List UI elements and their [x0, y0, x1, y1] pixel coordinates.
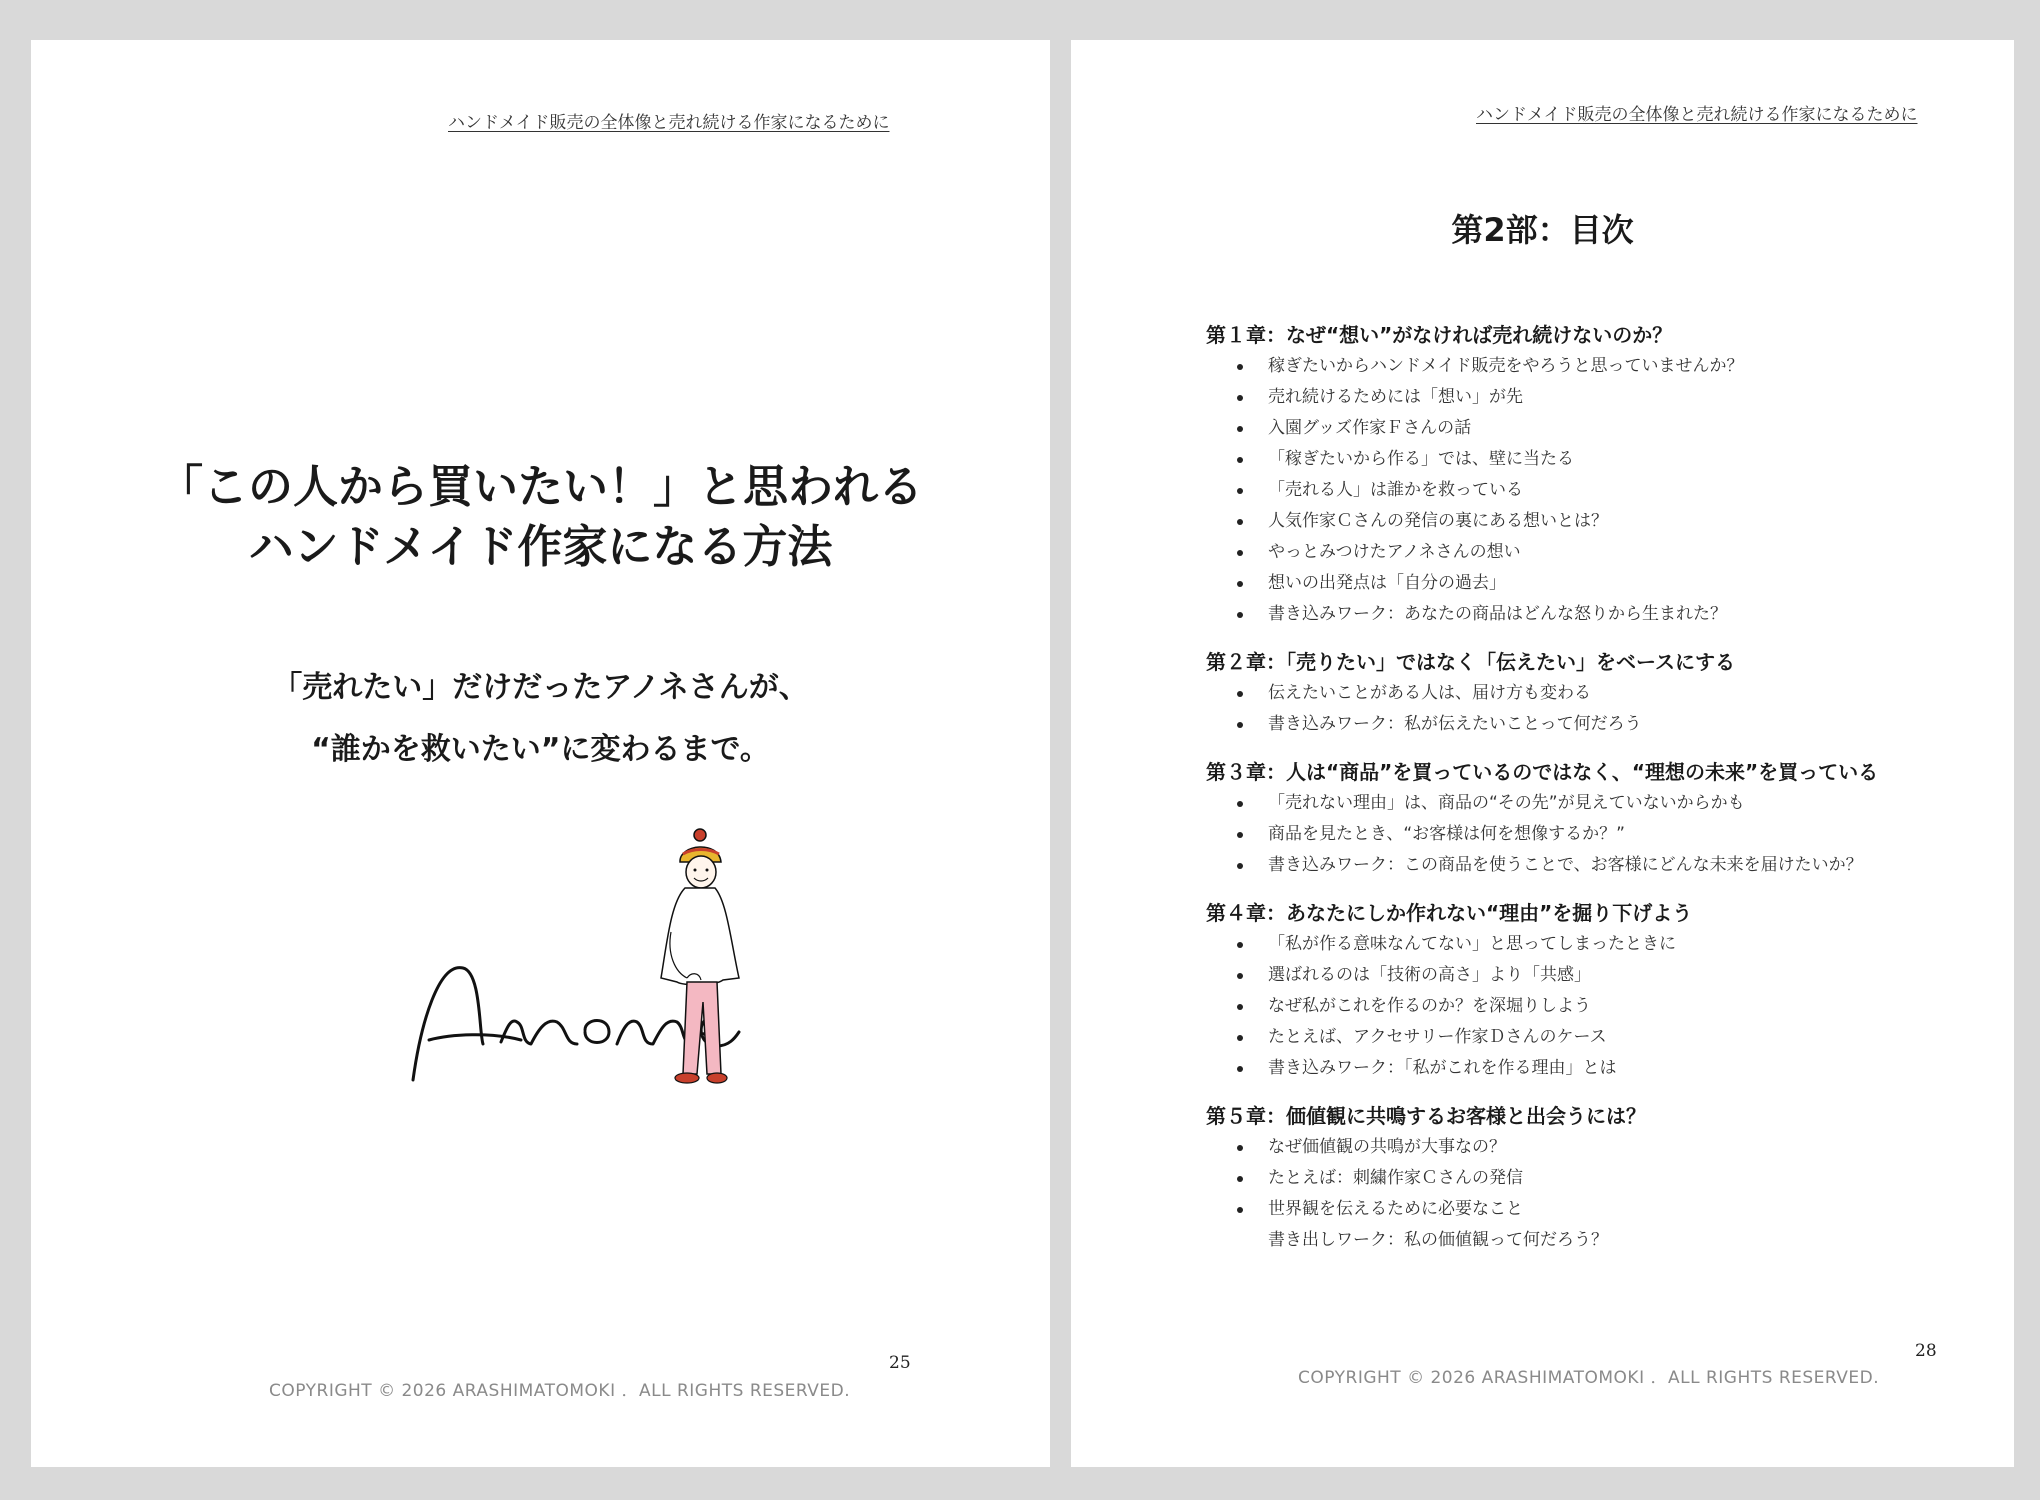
toc-list-item: なぜ価値観の共鳴が大事なの？: [1206, 1132, 1996, 1163]
chapter-item-list: [1206, 929, 1996, 1084]
toc-chapter: [1206, 647, 1996, 740]
toc-chapter: [1206, 320, 1996, 630]
toc-list-item: 稼ぎたいからハンドメイド販売をやろうと思っていませんか？: [1206, 351, 1996, 382]
chapter-heading: 第１章：なぜ“想い”がなければ売れ続けないのか？: [1206, 323, 1673, 347]
toc-chapter: [1206, 1101, 1996, 1256]
toc-list-item: たとえば：刺繍作家Ｃさんの発信: [1206, 1163, 1996, 1194]
toc-list-item: 「売れない理由」は、商品の“その先”が見えていないからかも: [1206, 788, 1996, 819]
page-number: 25: [889, 1353, 911, 1373]
toc-list-item: 書き込みワーク：私が伝えたいことって何だろう: [1206, 709, 1996, 740]
chapter-item-list: [1206, 351, 1996, 630]
chapter-item-list: [1206, 678, 1996, 740]
toc-list-item: 「私が作る意味なんてない」と思ってしまったときに: [1206, 929, 1996, 960]
left-page: [31, 40, 1050, 1467]
running-header: ハンドメイド販売の全体像と売れ続ける作家になるために: [448, 113, 890, 133]
right-page: [1071, 40, 2014, 1467]
cover-title-line-2: ハンドメイド作家になる方法: [248, 520, 833, 573]
toc-list-item: たとえば、アクセサリー作家Ｄさんのケース: [1206, 1022, 1996, 1053]
toc-list-item: 商品を見たとき、“お客様は何を想像するか？”: [1206, 819, 1996, 850]
toc-list-item: 書き込みワーク：この商品を使うことで、お客様にどんな未来を届けたいか？: [1206, 850, 1996, 881]
chapter-heading: 第３章：人は“商品”を買っているのではなく、“理想の未来”を買っている: [1206, 760, 1879, 784]
copyright-notice: COPYRIGHT © 2026 ARASHIMATOMOKI ．ALL RIGHTS RESERVED.: [269, 1381, 851, 1401]
toc-list-item: やっとみつけたアノネさんの想い: [1206, 537, 1996, 568]
toc-list-item: 「稼ぎたいから作る」では、壁に当たる: [1206, 444, 1996, 475]
chapter-heading: 第２章：「売りたい」ではなく「伝えたい」をベースにする: [1206, 650, 1735, 674]
cover-subtitle-line-2: “誰かを救いたい”に変わるまで。: [311, 732, 770, 767]
toc-list-item: なぜ私がこれを作るのか？を深堀りしよう: [1206, 991, 1996, 1022]
table-of-contents: [1206, 320, 1996, 1273]
toc-list-item: 書き出しワーク：私の価値観って何だろう？: [1268, 1230, 1608, 1250]
toc-list-item: 売れ続けるためには「想い」が先: [1206, 382, 1996, 413]
toc-list-item: 選ばれるのは「技術の高さ」より「共感」: [1206, 960, 1996, 991]
toc-list-item: 「売れる人」は誰かを救っている: [1206, 475, 1996, 506]
chapter-heading: 第４章：あなたにしか作れない“理由”を掘り下げよう: [1206, 901, 1693, 925]
toc-list-item: 伝えたいことがある人は、届け方も変わる: [1206, 678, 1996, 709]
toc-chapter: [1206, 898, 1996, 1084]
copyright-notice: COPYRIGHT © 2026 ARASHIMATOMOKI ．ALL RIGHTS RESERVED.: [1298, 1368, 1880, 1388]
toc-chapter: [1206, 757, 1996, 881]
chapter-item-list: [1206, 788, 1996, 881]
toc-list-item: 書き込みワーク：「私がこれを作る理由」とは: [1206, 1053, 1996, 1084]
running-header: ハンドメイド販売の全体像と売れ続ける作家になるために: [1476, 105, 1918, 125]
page-number: 28: [1915, 1341, 1937, 1361]
anone-logo-illustration: [371, 782, 791, 1102]
toc-list-item: 入園グッズ作家Ｆさんの話: [1206, 413, 1996, 444]
toc-list-item: 想いの出発点は「自分の過去」: [1206, 568, 1996, 599]
cover-subtitle-line-1: 「売れたい」だけだったアノネさんが、: [272, 670, 809, 705]
toc-list-item: 世界観を伝えるために必要なこと: [1206, 1194, 1996, 1225]
toc-list-item: 書き込みワーク：あなたの商品はどんな怒りから生まれた？: [1206, 599, 1996, 630]
cover-title-line-1: 「この人から買いたい！」と思われる: [157, 460, 923, 513]
toc-title: 第2部：目次: [1451, 211, 1634, 249]
chapter-heading: 第５章：価値観に共鳴するお客様と出会うには？: [1206, 1104, 1646, 1128]
toc-list-item: 人気作家Ｃさんの発信の裏にある想いとは？: [1206, 506, 1996, 537]
chapter-item-list: [1206, 1132, 1996, 1256]
